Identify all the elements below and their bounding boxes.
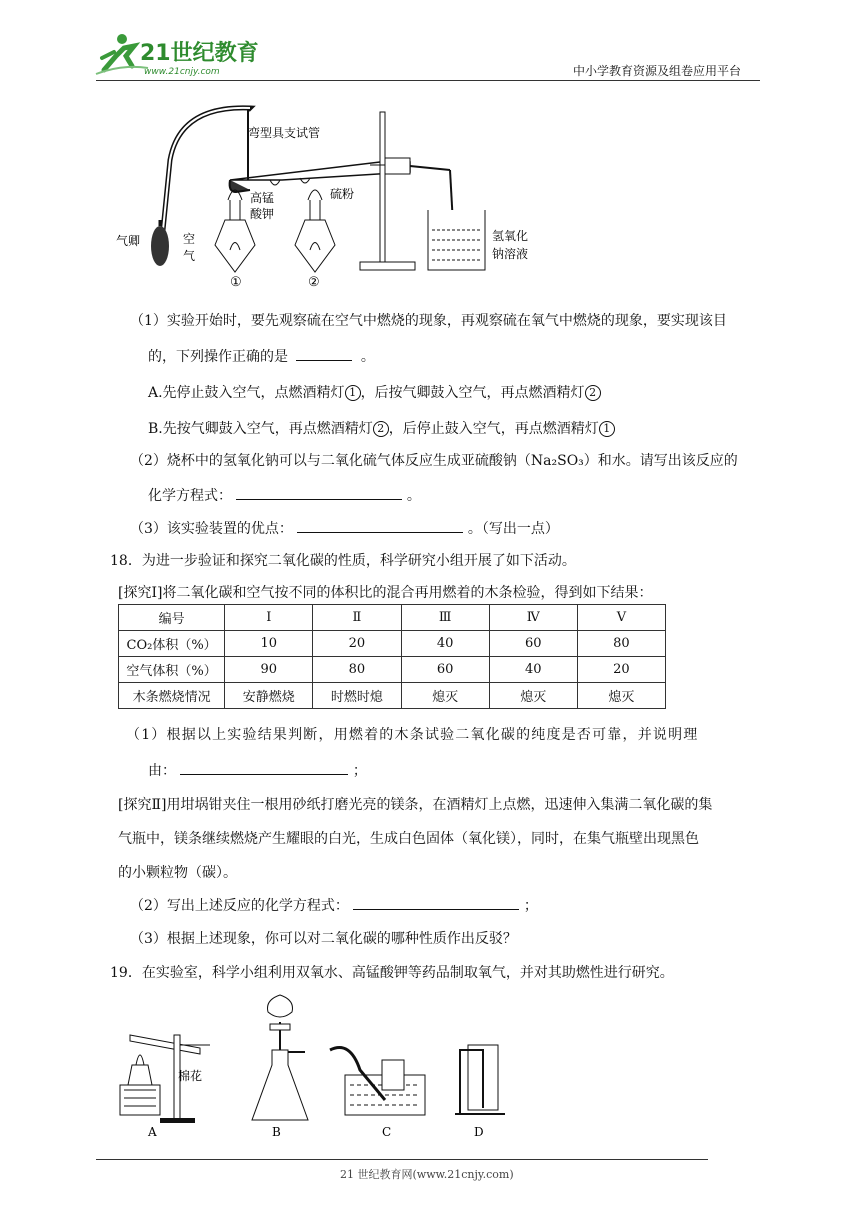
table-header: Ⅱ [313, 605, 401, 631]
answer-blank-18-2[interactable] [353, 895, 519, 910]
table-header-row [119, 605, 666, 631]
table-cell: 80 [577, 631, 665, 657]
q17-part1-text: 的，下列操作正确的是 [148, 349, 288, 365]
site-logo [92, 30, 262, 80]
table-cell: 10 [225, 631, 313, 657]
apparatus-c [330, 1048, 425, 1116]
alcohol-lamp-1 [215, 190, 255, 272]
apparatus-figure-1 [110, 100, 560, 290]
apparatus-b [252, 995, 308, 1120]
apparatus-d [455, 1045, 505, 1115]
table-cell: 熄灭 [489, 683, 577, 709]
table-header: Ⅰ [225, 605, 313, 631]
q18-explore2-line3: 的小颗粒物（碳）。 [118, 865, 237, 881]
footer-rule [96, 1159, 708, 1160]
q17-option-b [148, 418, 615, 438]
lamp1-label: ① [230, 275, 242, 290]
sulfur-label: 硫粉 [330, 187, 355, 201]
q18-title: 18．为进一步验证和探究二氧化碳的性质，科学研究小组开展了如下活动。 [110, 553, 576, 569]
table-cell: 40 [401, 631, 489, 657]
air-label-2: 气 [183, 249, 196, 263]
table-cell: 90 [225, 657, 313, 683]
table-header: Ⅲ [401, 605, 489, 631]
table-cell: CO₂体积（%） [119, 631, 225, 657]
table-cell: 60 [489, 631, 577, 657]
air-label-1: 空 [183, 232, 196, 246]
alcohol-lamp-2 [295, 190, 335, 272]
table-cell: 20 [577, 657, 665, 683]
table-row [119, 657, 666, 683]
beaker [428, 210, 485, 270]
results-table [118, 604, 666, 709]
table-header: Ⅴ [577, 605, 665, 631]
naoh-label-2: 钠溶液 [492, 247, 529, 261]
logo-url: www.21cnjy.com [144, 67, 220, 77]
q17-option-a-text2: ，后按气卿鼓入空气，再点燃酒精灯 [360, 385, 585, 401]
q18-part1-line2 [148, 760, 367, 780]
q17-part1-line1: （1）实验开始时，要先观察硫在空气中燃烧的现象，再观察硫在氧气中燃烧的现象，要实现该目 [130, 313, 727, 329]
q18-part1-end: ； [352, 763, 367, 779]
answer-blank-17-3[interactable] [297, 518, 463, 533]
q17-option-a-text1: A.先停止鼓入空气，点燃酒精灯 [148, 385, 345, 401]
table-cell: 空气体积（%） [119, 657, 225, 683]
q18-explore1: [探究Ⅰ]将二氧化碳和空气按不同的体积比的混合再用燃着的木条检验，得到如下结果： [118, 585, 653, 601]
q18-part2-end: ； [523, 898, 538, 914]
rubber-bulb [151, 226, 169, 266]
label-a: A [148, 1125, 157, 1139]
answer-blank-17-2[interactable] [236, 485, 402, 500]
q17-part3 [130, 518, 559, 538]
bulb-label: 气卿 [116, 234, 141, 248]
q18-part1-line1: （1）根据以上实验结果判断，用燃着的木条试验二氧化碳的纯度是否可靠，并说明理 [126, 727, 699, 743]
q17-part2-line1: （2）烧杯中的氢氧化钠可以与二氧化硫气体反应生成亚硫酸钠（Na₂SO₃）和水。请写出该反应的 [130, 453, 738, 469]
q17-part1-end: 。 [360, 349, 375, 365]
q18-part3: （3）根据上述现象，你可以对二氧化碳的哪种性质作出反驳？ [130, 931, 517, 947]
lamp2-label: ② [308, 275, 320, 290]
q18-part2-text: （2）写出上述反应的化学方程式： [130, 898, 349, 914]
table-cell: 60 [401, 657, 489, 683]
apparatus-figure-2 [110, 990, 530, 1140]
tube-label: 弯型具支试管 [248, 126, 321, 140]
q18-explore2-line1: [探究Ⅱ]用坩埚钳夹住一根用砂纸打磨光亮的镁条，在酒精灯上点燃，迅速伸入集满二氧化碳的集 [118, 797, 713, 813]
q17-part2-end: 。 [406, 488, 421, 504]
table-cell: 木条燃烧情况 [119, 683, 225, 709]
kmno4-label-2: 酸钾 [250, 207, 275, 221]
q18-part1-text: 由： [148, 763, 176, 779]
label-b: B [272, 1125, 281, 1139]
circled-number: 1 [345, 385, 361, 401]
kmno4-label-1: 高锰 [250, 191, 275, 205]
q17-part3-text: （3）该实验装置的优点： [130, 521, 293, 537]
header-rule [96, 80, 760, 81]
q18-part2 [130, 895, 538, 915]
table-cell: 安静燃烧 [225, 683, 313, 709]
q19-title: 19．在实验室，科学小组利用双氧水、高锰酸钾等药品制取氧气，并对其助燃性进行研究。 [110, 965, 674, 981]
table-cell: 20 [313, 631, 401, 657]
footer-text: 21 世纪教育网(www.21cnjy.com) [340, 1168, 514, 1181]
circled-number: 2 [373, 421, 389, 437]
q17-part2-text: 化学方程式： [148, 488, 232, 504]
q17-part1-line2 [148, 346, 375, 366]
platform-name: 中小学教育资源及组卷应用平台 [573, 64, 742, 78]
naoh-label-1: 氢氧化 [492, 229, 529, 243]
q17-part2-line2 [148, 485, 421, 505]
table-header: Ⅳ [489, 605, 577, 631]
q17-option-b-text2: ，后停止鼓入空气，再点燃酒精灯 [388, 421, 599, 437]
table-cell: 80 [313, 657, 401, 683]
q17-option-b-text1: B.先按气卿鼓入空气，再点燃酒精灯 [148, 421, 373, 437]
q17-part3-end: 。（写出一点） [467, 521, 559, 537]
table-header: 编号 [119, 605, 225, 631]
q17-option-a [148, 382, 601, 402]
table-row [119, 683, 666, 709]
table-row [119, 631, 666, 657]
answer-blank-18-1[interactable] [180, 760, 348, 775]
circled-number: 1 [599, 421, 615, 437]
logo-text: 21世纪教育 [140, 41, 259, 66]
q18-explore2-line2: 气瓶中，镁条继续燃烧产生耀眼的白光，生成白色固体（氧化镁），同时，在集气瓶壁出现黑色 [118, 831, 699, 847]
table-cell: 时燃时熄 [313, 683, 401, 709]
answer-blank-17-1[interactable] [296, 346, 352, 361]
label-d: D [474, 1125, 484, 1139]
circled-number: 2 [585, 385, 601, 401]
label-c: C [382, 1125, 392, 1139]
cotton-label: 棉花 [178, 1069, 203, 1083]
table-cell: 40 [489, 657, 577, 683]
table-cell: 熄灭 [577, 683, 665, 709]
table-cell: 熄灭 [401, 683, 489, 709]
